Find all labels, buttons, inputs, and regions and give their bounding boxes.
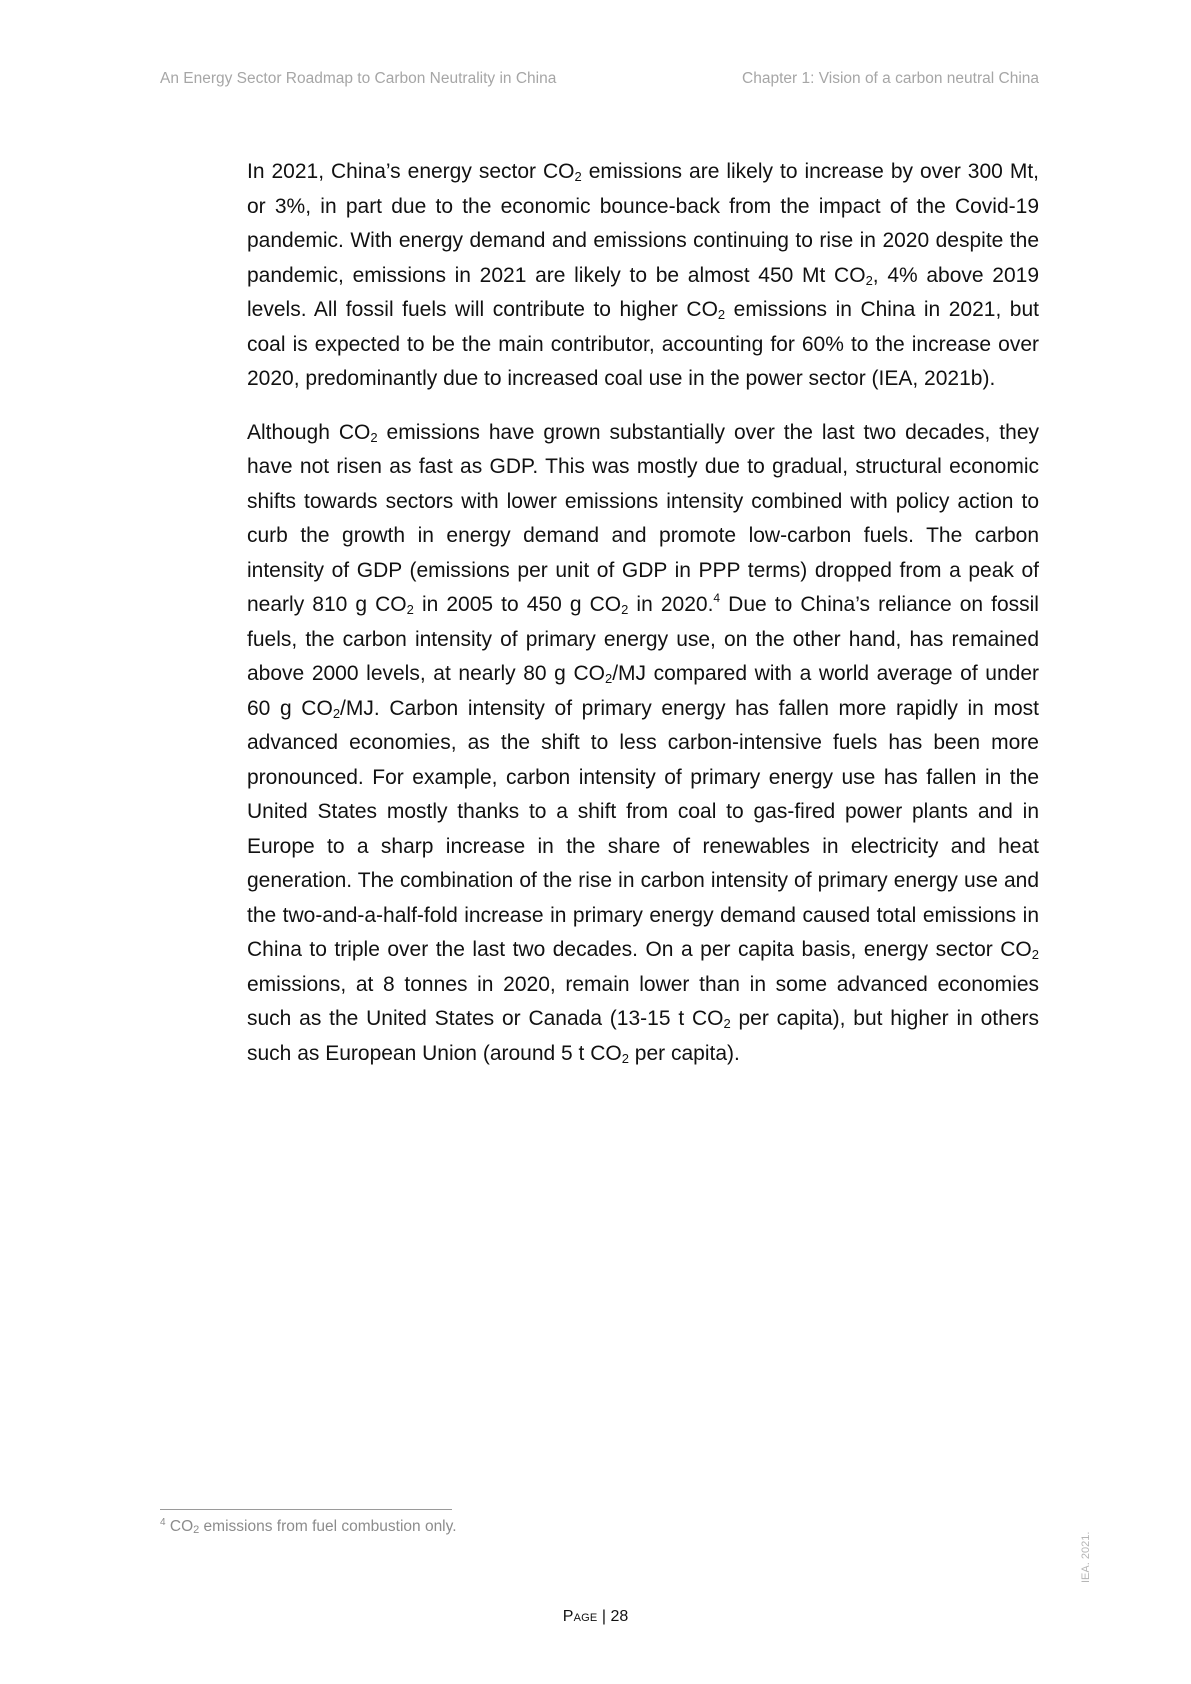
footnote-reference[interactable]: 4 [713,591,721,605]
running-header-title: An Energy Sector Roadmap to Carbon Neutrality in China [160,70,557,87]
paragraph-1: In 2021, China’s energy sector $CO_2$ emissions are likely to increase by over 300 Mt, or 3%, in part due to the economic bounce-back from the impact of the Covid-19 pandemic. With energy demand and emissions continuing to rise in 2020 despite the pandemic, emissions in 2021 are likely to be almost 450 Mt $CO_2$, 4% above 2019 levels. All fossil fuels will contribute to higher $CO_2$ emissions in China in 2021, but coal is expected to be the main contributor, accounting for 60% to the increase over 2020, predominantly due to increased coal use in the power sector (IEA, 2021b). [247,160,1039,390]
copyright-credit: IEA. 2021. [1080,1531,1092,1583]
footnote-divider [160,1509,452,1510]
main-text [247,155,1039,1090]
page-number: Page | 28 [562,1608,629,1625]
footnote: $^4$ $CO_2$ emissions from fuel combustion only. [160,1517,457,1536]
running-header-chapter: Chapter 1: Vision of a carbon neutral China [742,70,1039,87]
page-number-value: 28 [610,1608,629,1625]
page-label: Page [562,1608,598,1625]
paragraph-2: Although $CO_2$ emissions have grown substantially over the last two decades, they have not risen as fast as GDP. This was mostly due to gradual, structural economic shifts towards sectors with lower emissions intensity combined with policy action to curb the growth in energy demand and promote low-carbon fuels. The carbon intensity of GDP (emissions per unit of GDP in PPP terms) dropped from a peak of nearly 810 g $CO_2$ in 2005 to 450 g $CO_2$ in 2020.$^4$ Due to China’s reliance on fossil fuels, the carbon intensity of primary energy use, on the other hand, has remained above 2000 levels, at nearly 80 g $CO_2/MJ$ compared with a world average of under 60 g $CO_2/MJ$. Carbon intensity of primary energy has fallen more rapidly in most advanced economies, as the shift to less carbon-intensive fuels has been more pronounced. For example, carbon intensity of primary energy use has fallen in the United States mostly thanks to a shift from coal to gas-fired power plants and in Europe to a sharp increase in the share of renewables in electricity and heat generation. The combination of the rise in carbon intensity of primary energy use and the two-and-a-half-fold increase in primary energy demand caused total emissions in China to triple over the last two decades. On a per capita basis, energy sector $CO_2$ emissions, at 8 tonnes in 2020, remain lower than in some advanced economies such as the United States or Canada (13-15 t $CO_2$ per capita), but higher in others such as European Union (around 5 t $CO_2$ per capita). [247,420,1040,1066]
